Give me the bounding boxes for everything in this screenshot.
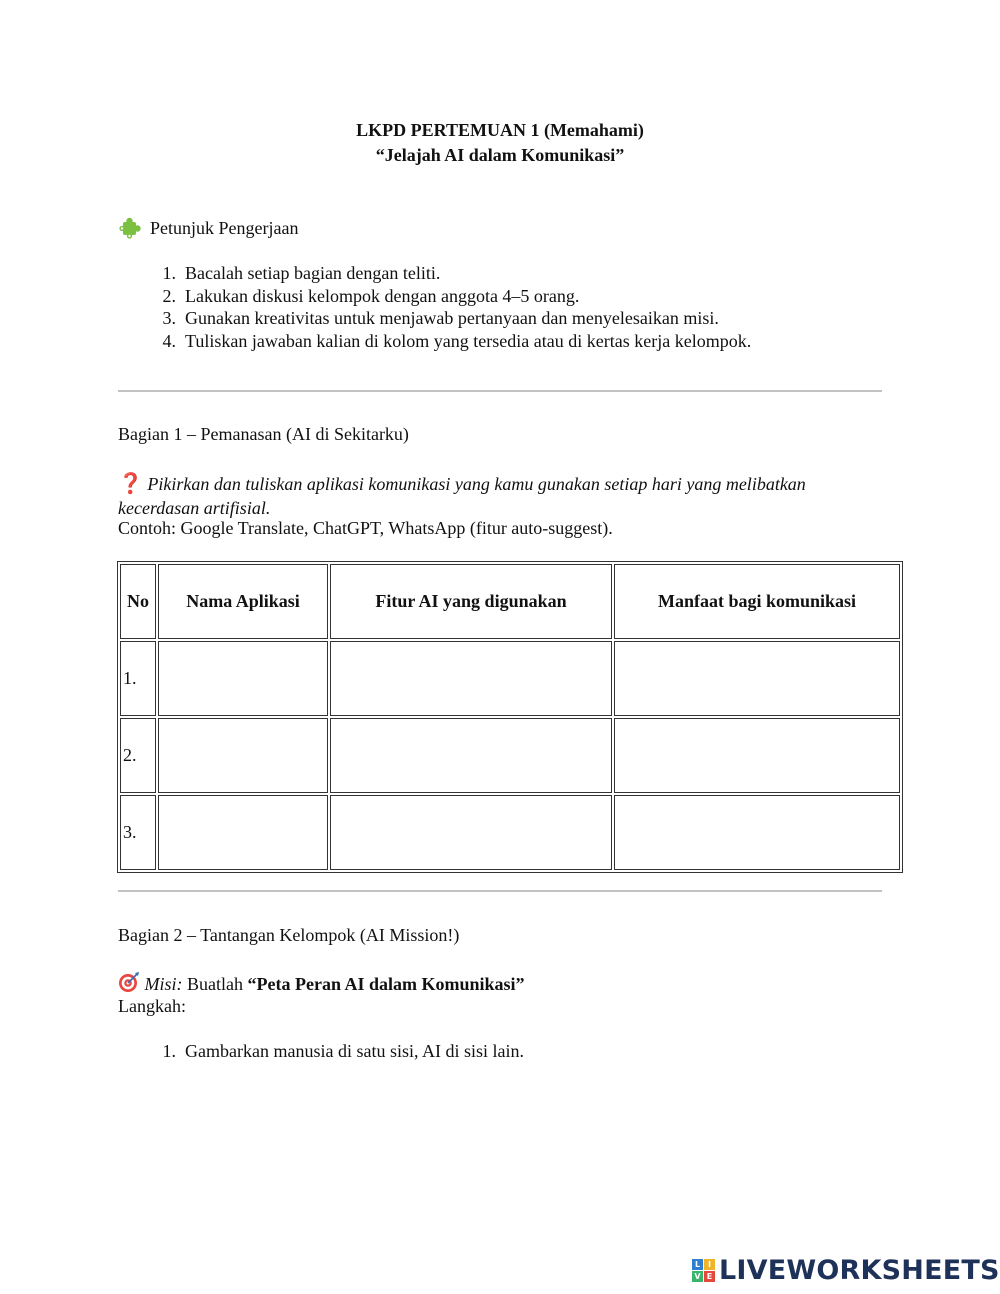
title-line-1: LKPD PERTEMUAN 1 (Memahami) <box>356 120 644 140</box>
list-item-number: 1. <box>162 263 176 283</box>
list-item-number: 4. <box>162 330 176 351</box>
answer-table <box>117 561 903 873</box>
section-divider <box>118 890 882 892</box>
liveworksheets-logo <box>692 1253 1000 1287</box>
section1-example: Contoh: Google Translate, ChatGPT, WhatsApp (fitur auto-suggest). <box>118 518 613 538</box>
section-divider <box>118 390 882 392</box>
logo-block: L <box>692 1259 703 1270</box>
section2-heading: Bagian 2 – Tantangan Kelompok (AI Mission!) <box>118 925 460 945</box>
table-row <box>120 718 900 793</box>
list-item-text: Gunakan kreativitas untuk menjawab pertanyaan dan menyelesaikan misi. <box>185 308 719 328</box>
column-header: Manfaat bagi komunikasi <box>614 564 900 639</box>
column-header: Nama Aplikasi <box>158 564 328 639</box>
section1-heading: Bagian 1 – Pemanasan (AI di Sekitarku) <box>118 424 409 444</box>
mission-line <box>118 971 525 996</box>
list-item-text: Bacalah setiap bagian dengan teliti. <box>185 263 441 283</box>
target-icon <box>118 971 140 993</box>
mission-label: Misi: <box>144 974 183 994</box>
list-item <box>118 330 751 353</box>
worksheet-title <box>0 118 1000 168</box>
list-item <box>118 307 751 330</box>
mission-prefix: Buatlah <box>187 974 243 994</box>
answer-cell-ai-feature[interactable] <box>330 718 612 793</box>
list-item-number: 3. <box>162 308 176 328</box>
list-item-text: Gambarkan manusia di satu sisi, AI di sisi lain. <box>185 1041 524 1061</box>
logo-block: V <box>692 1271 703 1282</box>
row-number: 3. <box>120 795 156 870</box>
answer-cell-app-name[interactable] <box>158 641 328 716</box>
list-item <box>118 285 751 308</box>
answer-cell-benefit[interactable] <box>614 641 900 716</box>
logo-blocks <box>692 1259 715 1282</box>
list-item-number: 2. <box>162 285 176 306</box>
title-line-2: “Jelajah AI dalam Komunikasi” <box>375 145 625 165</box>
list-item-text: Lakukan diskusi kelompok dengan anggota 4–5 orang. <box>185 285 580 306</box>
section1-question <box>118 471 888 520</box>
list-item <box>118 1040 524 1063</box>
steps-label: Langkah: <box>118 996 186 1016</box>
answer-cell-ai-feature[interactable] <box>330 641 612 716</box>
column-header: No <box>120 564 156 639</box>
column-header: Fitur AI yang digunakan <box>330 564 612 639</box>
list-item <box>118 262 751 285</box>
answer-cell-benefit[interactable] <box>614 795 900 870</box>
answer-cell-app-name[interactable] <box>158 718 328 793</box>
table-header-row <box>120 564 900 639</box>
question-text: Pikirkan dan tuliskan aplikasi komunikasi yang kamu gunakan setiap hari yang melibatkan kecerdasan artifisial. <box>118 474 806 518</box>
question-mark-icon: ❓ <box>118 471 143 495</box>
answer-cell-ai-feature[interactable] <box>330 795 612 870</box>
instructions-heading: Petunjuk Pengerjaan <box>150 218 299 238</box>
row-number: 2. <box>120 718 156 793</box>
answer-cell-app-name[interactable] <box>158 795 328 870</box>
logo-text: LIVEWORKSHEETS <box>719 1254 1000 1286</box>
mission-title: “Peta Peran AI dalam Komunikasi” <box>247 974 525 994</box>
row-number: 1. <box>120 641 156 716</box>
logo-block: E <box>704 1271 715 1282</box>
answer-cell-benefit[interactable] <box>614 718 900 793</box>
puzzle-icon <box>119 217 141 239</box>
mission-steps-list <box>118 1040 524 1063</box>
instructions-list <box>118 262 751 352</box>
list-item-text: Tuliskan jawaban kalian di kolom yang tersedia atau di kertas kerja kelompok. <box>185 330 752 351</box>
table-row <box>120 795 900 870</box>
table-row <box>120 641 900 716</box>
list-item-number: 1. <box>162 1041 176 1061</box>
logo-block: I <box>704 1259 715 1270</box>
